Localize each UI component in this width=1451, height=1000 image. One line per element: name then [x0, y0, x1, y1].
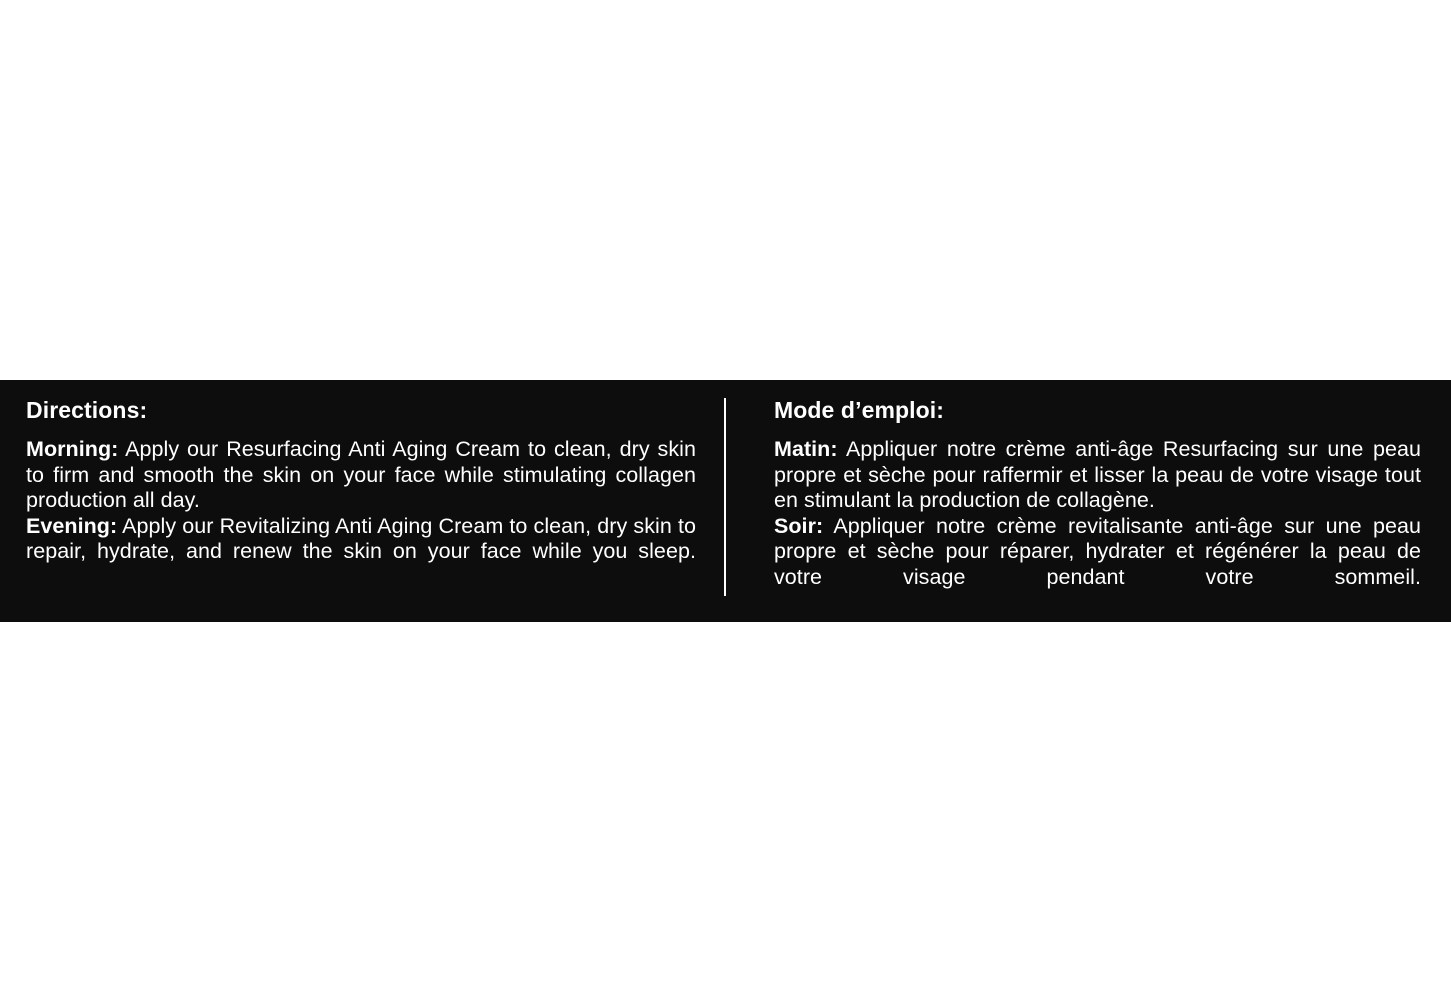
evening-text: Apply our Revitalizing Anti Aging Cream to clean, dry skin to repair, hydrate, and renew the skin on your face while you sleep.: [26, 513, 696, 564]
english-directions-body: [26, 437, 696, 590]
french-directions-column: [726, 380, 1451, 622]
morning-text: Apply our Resurfacing Anti Aging Cream to clean, dry skin to firm and smooth the skin on your face while stimulating collagen production all day.: [26, 437, 696, 513]
english-directions-heading: Directions:: [26, 397, 148, 423]
matin-label: Matin:: [773, 437, 838, 462]
matin-text: Appliquer notre crème anti-âge Resurfacing sur une peau propre et sèche pour raffermir et lisser la peau de votre visage tout en stimulant la production de collagène.: [773, 437, 1421, 513]
french-directions-body: [774, 437, 1421, 616]
directions-label-panel: [0, 380, 1451, 622]
french-directions-heading: Mode d’emploi:: [773, 397, 945, 423]
morning-label: Morning:: [26, 437, 119, 462]
soir-label: Soir:: [773, 513, 824, 538]
soir-text: Appliquer notre crème revitalisante anti-âge sur une peau propre et sèche pour réparer, hydrater et régénérer la peau de votre visage pendant votre sommeil.: [773, 513, 1421, 589]
evening-label: Evening:: [26, 513, 118, 538]
english-directions-column: [0, 380, 724, 622]
